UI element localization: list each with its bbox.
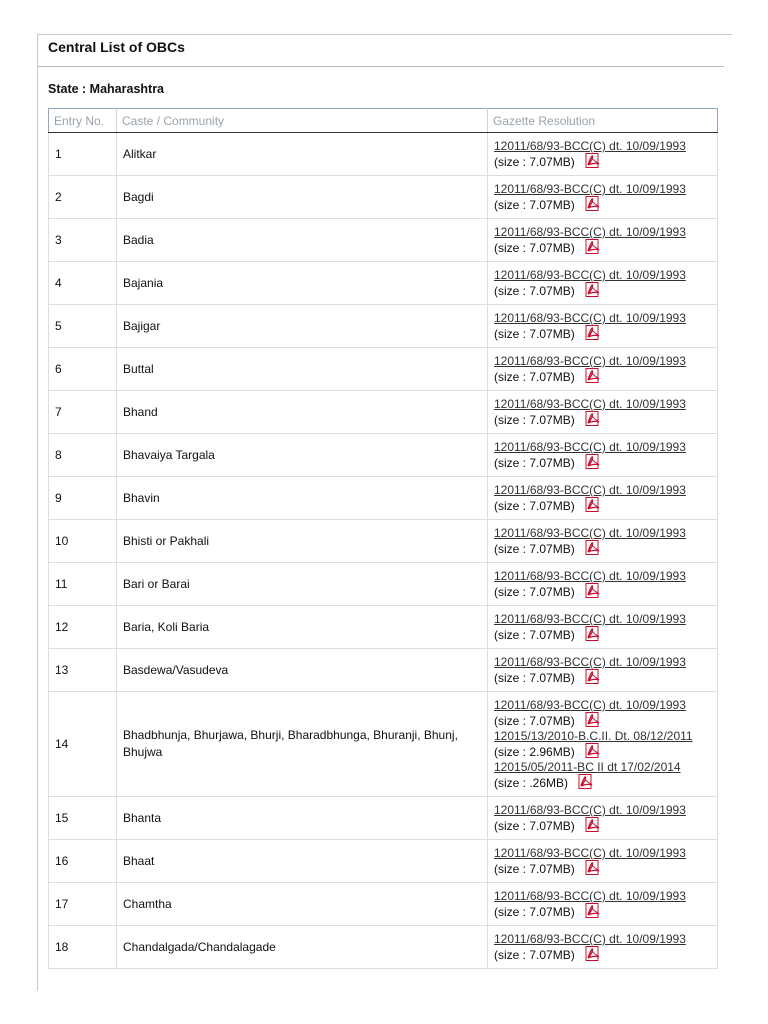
caste-community-cell: Bhavin <box>117 477 488 520</box>
caste-community-cell: Bhand <box>117 391 488 434</box>
gazette-entry <box>494 729 711 759</box>
caste-community-cell: Bhaat <box>117 840 488 883</box>
file-size-label: (size : 7.07MB) <box>494 862 575 876</box>
gazette-resolution-link[interactable]: 12011/68/93-BCC(C) dt. 10/09/1993 <box>494 803 686 817</box>
file-size-label: (size : 2.96MB) <box>494 745 575 759</box>
pdf-icon[interactable] <box>585 669 602 684</box>
gazette-entry <box>494 760 711 790</box>
entry-no-cell: 2 <box>49 176 117 219</box>
gazette-resolution-cell <box>488 926 718 969</box>
caste-community-cell: Bhanta <box>117 797 488 840</box>
gazette-entry <box>494 846 711 876</box>
file-size-label: (size : 7.07MB) <box>494 628 575 642</box>
pdf-icon[interactable] <box>578 774 595 789</box>
gazette-entry <box>494 803 711 833</box>
gazette-entry <box>494 932 711 962</box>
entry-no-cell: 10 <box>49 520 117 563</box>
pdf-icon[interactable] <box>585 153 602 168</box>
table-row <box>49 797 718 840</box>
pdf-icon[interactable] <box>585 860 602 875</box>
entry-no-cell: 4 <box>49 262 117 305</box>
gazette-resolution-cell <box>488 262 718 305</box>
file-size-label: (size : 7.07MB) <box>494 714 575 728</box>
file-size-label: (size : 7.07MB) <box>494 198 575 212</box>
header-entry-no: Entry No. <box>49 109 117 133</box>
gazette-resolution-link[interactable]: 12011/68/93-BCC(C) dt. 10/09/1993 <box>494 225 686 239</box>
table-header-row <box>49 109 718 133</box>
file-size-label: (size : 7.07MB) <box>494 155 575 169</box>
table-row <box>49 926 718 969</box>
gazette-resolution-cell <box>488 477 718 520</box>
file-size-label: (size : 7.07MB) <box>494 671 575 685</box>
file-size-label: (size : 7.07MB) <box>494 456 575 470</box>
caste-community-cell: Chandalgada/Chandalagade <box>117 926 488 969</box>
table-row <box>49 434 718 477</box>
gazette-resolution-cell <box>488 520 718 563</box>
file-size-label: (size : .26MB) <box>494 776 569 790</box>
file-size-label: (size : 7.07MB) <box>494 542 575 556</box>
gazette-resolution-link[interactable]: 12011/68/93-BCC(C) dt. 10/09/1993 <box>494 655 686 669</box>
table-row <box>49 649 718 692</box>
caste-community-cell: Basdewa/Vasudeva <box>117 649 488 692</box>
table-row <box>49 520 718 563</box>
gazette-resolution-cell <box>488 797 718 840</box>
page-title: Central List of OBCs <box>48 39 185 55</box>
gazette-resolution-link[interactable]: 12011/68/93-BCC(C) dt. 10/09/1993 <box>494 932 686 946</box>
gazette-resolution-link[interactable]: 12011/68/93-BCC(C) dt. 10/09/1993 <box>494 483 686 497</box>
table-row <box>49 606 718 649</box>
table-row <box>49 305 718 348</box>
gazette-resolution-link[interactable]: 12015/13/2010-B.C.II. Dt. 08/12/2011 <box>494 729 693 743</box>
state-label: State : Maharashtra <box>48 82 165 96</box>
table-row <box>49 563 718 606</box>
gazette-resolution-link[interactable]: 12011/68/93-BCC(C) dt. 10/09/1993 <box>494 182 686 196</box>
caste-community-cell: Bagdi <box>117 176 488 219</box>
table-row <box>49 219 718 262</box>
gazette-resolution-link[interactable]: 12011/68/93-BCC(C) dt. 10/09/1993 <box>494 397 686 411</box>
gazette-entry <box>494 655 711 685</box>
pdf-icon[interactable] <box>585 239 602 254</box>
caste-community-cell: Badia <box>117 219 488 262</box>
gazette-resolution-link[interactable]: 12011/68/93-BCC(C) dt. 10/09/1993 <box>494 698 686 712</box>
gazette-resolution-cell <box>488 305 718 348</box>
entry-no-cell: 18 <box>49 926 117 969</box>
entry-no-cell: 12 <box>49 606 117 649</box>
gazette-entry <box>494 268 711 298</box>
gazette-entry <box>494 612 711 642</box>
pdf-icon[interactable] <box>585 497 602 512</box>
table-row <box>49 262 718 305</box>
header-caste-community: Caste / Community <box>117 109 488 133</box>
gazette-resolution-cell <box>488 883 718 926</box>
table-row <box>49 348 718 391</box>
gazette-resolution-cell <box>488 176 718 219</box>
caste-community-cell: Bhisti or Pakhali <box>117 520 488 563</box>
gazette-resolution-link[interactable]: 12011/68/93-BCC(C) dt. 10/09/1993 <box>494 440 686 454</box>
gazette-resolution-link[interactable]: 12011/68/93-BCC(C) dt. 10/09/1993 <box>494 139 686 153</box>
gazette-resolution-cell <box>488 606 718 649</box>
file-size-label: (size : 7.07MB) <box>494 327 575 341</box>
caste-community-cell: Baria, Koli Baria <box>117 606 488 649</box>
gazette-resolution-cell <box>488 391 718 434</box>
table-row <box>49 477 718 520</box>
entry-no-cell: 17 <box>49 883 117 926</box>
gazette-entry <box>494 397 711 427</box>
caste-community-cell: Bhadbhunja, Bhurjawa, Bhurji, Bharadbhunga, Bhuranji, Bhunj, Bhujwa <box>117 692 488 797</box>
entry-no-cell: 11 <box>49 563 117 606</box>
pdf-icon[interactable] <box>585 325 602 340</box>
gazette-entry <box>494 889 711 919</box>
pdf-icon[interactable] <box>585 946 602 961</box>
gazette-entry <box>494 440 711 470</box>
entry-no-cell: 5 <box>49 305 117 348</box>
gazette-resolution-link[interactable]: 12011/68/93-BCC(C) dt. 10/09/1993 <box>494 612 686 626</box>
file-size-label: (size : 7.07MB) <box>494 819 575 833</box>
caste-community-cell: Bajania <box>117 262 488 305</box>
entry-no-cell: 8 <box>49 434 117 477</box>
gazette-entry <box>494 526 711 556</box>
gazette-resolution-cell <box>488 219 718 262</box>
entry-no-cell: 6 <box>49 348 117 391</box>
entry-no-cell: 15 <box>49 797 117 840</box>
table-row <box>49 391 718 434</box>
header-gazette-resolution: Gazette Resolution <box>488 109 718 133</box>
pdf-icon[interactable] <box>585 282 602 297</box>
caste-community-cell: Bari or Barai <box>117 563 488 606</box>
table-row <box>49 840 718 883</box>
entry-no-cell: 16 <box>49 840 117 883</box>
table-row <box>49 133 718 176</box>
pdf-icon[interactable] <box>585 540 602 555</box>
content-panel <box>37 34 732 991</box>
table-row <box>49 692 718 797</box>
entry-no-cell: 14 <box>49 692 117 797</box>
table-row <box>49 883 718 926</box>
entry-no-cell: 9 <box>49 477 117 520</box>
file-size-label: (size : 7.07MB) <box>494 905 575 919</box>
gazette-resolution-cell <box>488 133 718 176</box>
gazette-entry <box>494 569 711 599</box>
gazette-resolution-cell <box>488 563 718 606</box>
pdf-icon[interactable] <box>585 196 602 211</box>
caste-community-cell: Buttal <box>117 348 488 391</box>
pdf-icon[interactable] <box>585 903 602 918</box>
title-divider <box>38 66 724 67</box>
entry-no-cell: 7 <box>49 391 117 434</box>
gazette-entry <box>494 354 711 384</box>
obc-table <box>48 108 718 969</box>
pdf-icon[interactable] <box>585 583 602 598</box>
gazette-resolution-link[interactable]: 12011/68/93-BCC(C) dt. 10/09/1993 <box>494 526 686 540</box>
gazette-resolution-cell <box>488 434 718 477</box>
pdf-icon[interactable] <box>585 712 602 727</box>
gazette-resolution-link[interactable]: 12015/05/2011-BC II dt 17/02/2014 <box>494 760 681 774</box>
file-size-label: (size : 7.07MB) <box>494 241 575 255</box>
gazette-resolution-cell <box>488 840 718 883</box>
gazette-resolution-link[interactable]: 12011/68/93-BCC(C) dt. 10/09/1993 <box>494 268 686 282</box>
gazette-resolution-cell <box>488 692 718 797</box>
gazette-resolution-cell <box>488 348 718 391</box>
entry-no-cell: 3 <box>49 219 117 262</box>
gazette-entry <box>494 139 711 169</box>
table-row <box>49 176 718 219</box>
gazette-resolution-link[interactable]: 12011/68/93-BCC(C) dt. 10/09/1993 <box>494 354 686 368</box>
file-size-label: (size : 7.07MB) <box>494 948 575 962</box>
pdf-icon[interactable] <box>585 817 602 832</box>
gazette-entry <box>494 225 711 255</box>
caste-community-cell: Bajigar <box>117 305 488 348</box>
gazette-entry <box>494 698 711 728</box>
file-size-label: (size : 7.07MB) <box>494 499 575 513</box>
pdf-icon[interactable] <box>585 626 602 641</box>
gazette-entry <box>494 182 711 212</box>
gazette-resolution-link[interactable]: 12011/68/93-BCC(C) dt. 10/09/1993 <box>494 846 686 860</box>
pdf-icon[interactable] <box>585 411 602 426</box>
pdf-icon[interactable] <box>585 368 602 383</box>
gazette-resolution-cell <box>488 649 718 692</box>
gazette-entry <box>494 483 711 513</box>
entry-no-cell: 1 <box>49 133 117 176</box>
file-size-label: (size : 7.07MB) <box>494 585 575 599</box>
entry-no-cell: 13 <box>49 649 117 692</box>
file-size-label: (size : 7.07MB) <box>494 413 575 427</box>
caste-community-cell: Chamtha <box>117 883 488 926</box>
caste-community-cell: Bhavaiya Targala <box>117 434 488 477</box>
file-size-label: (size : 7.07MB) <box>494 370 575 384</box>
pdf-icon[interactable] <box>585 454 602 469</box>
pdf-icon[interactable] <box>585 743 602 758</box>
gazette-resolution-link[interactable]: 12011/68/93-BCC(C) dt. 10/09/1993 <box>494 889 686 903</box>
caste-community-cell: Alitkar <box>117 133 488 176</box>
file-size-label: (size : 7.07MB) <box>494 284 575 298</box>
gazette-entry <box>494 311 711 341</box>
gazette-resolution-link[interactable]: 12011/68/93-BCC(C) dt. 10/09/1993 <box>494 311 686 325</box>
gazette-resolution-link[interactable]: 12011/68/93-BCC(C) dt. 10/09/1993 <box>494 569 686 583</box>
